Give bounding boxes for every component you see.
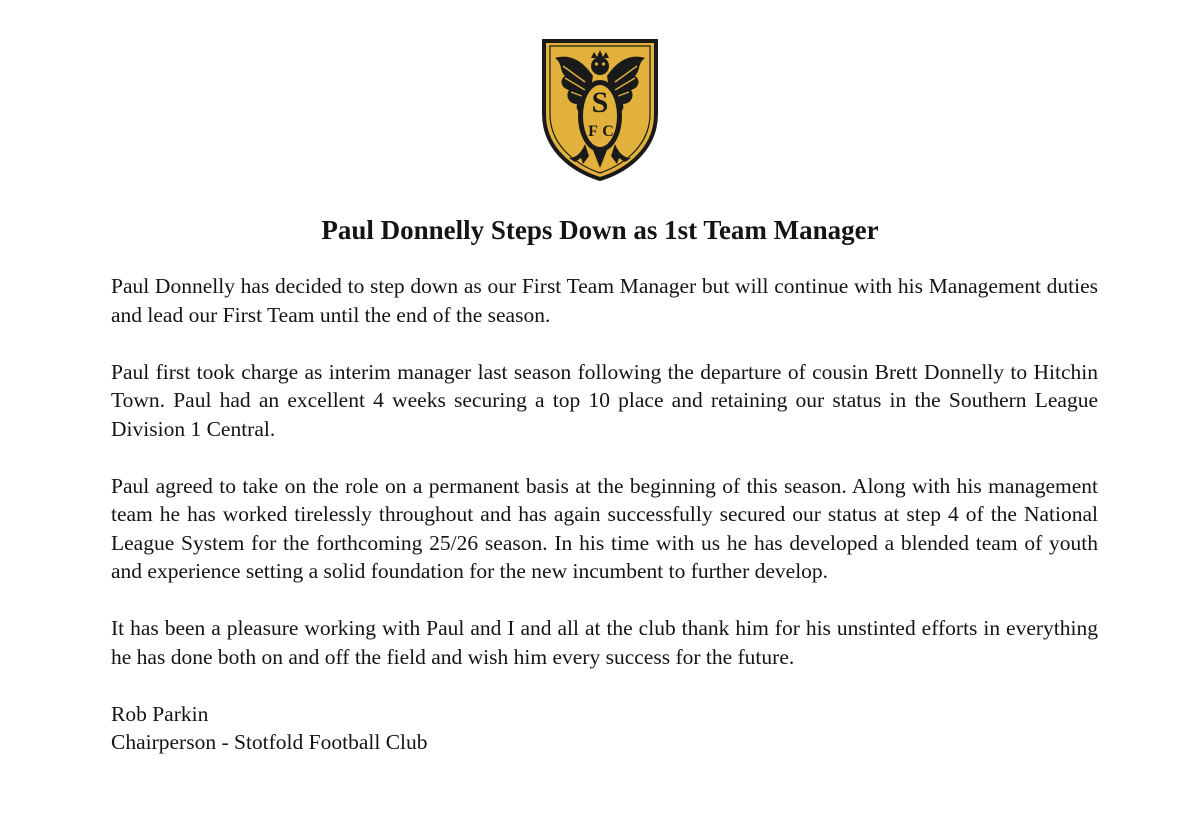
signature-role: Chairperson - Stotfold Football Club	[111, 730, 428, 754]
paragraph-achievements: Paul agreed to take on the role on a permanent basis at the beginning of this season. Along with his management team he has worked tirelessly throughout and has again successfully secured our status at step 4 of the National League System for the forthcoming 25/26 season. In his time with us he has developed a blended team of youth and experience setting a solid foundation for the new incumbent to further develop.	[111, 473, 1098, 583]
paragraph-announcement: Paul Donnelly has decided to step down as our First Team Manager but will continue with his Management duties and lead our First Team until the end of the season.	[111, 274, 1098, 327]
svg-text:C: C	[602, 123, 614, 140]
signature-name: Rob Parkin	[111, 701, 209, 726]
letter-body	[111, 272, 1098, 757]
svg-text:S: S	[591, 86, 609, 119]
paragraph-history: Paul first took charge as interim manager last season following the departure of cousin Brett Donnelly to Hitchin Town. Paul had an excellent 4 weeks securing a top 10 place and retaining our status in the Southern League Division 1 Central.	[111, 359, 1098, 441]
club-crest-icon	[541, 36, 659, 182]
paragraph-thanks: It has been a pleasure working with Paul and I and all at the club thank him for his unstinted efforts in everything he has done both on and off the field and wish him every success for the future.	[111, 616, 1098, 669]
page-title: Paul Donnelly Steps Down as 1st Team Manager	[321, 215, 879, 245]
svg-text:F: F	[588, 123, 598, 140]
signature-block	[111, 700, 1098, 757]
